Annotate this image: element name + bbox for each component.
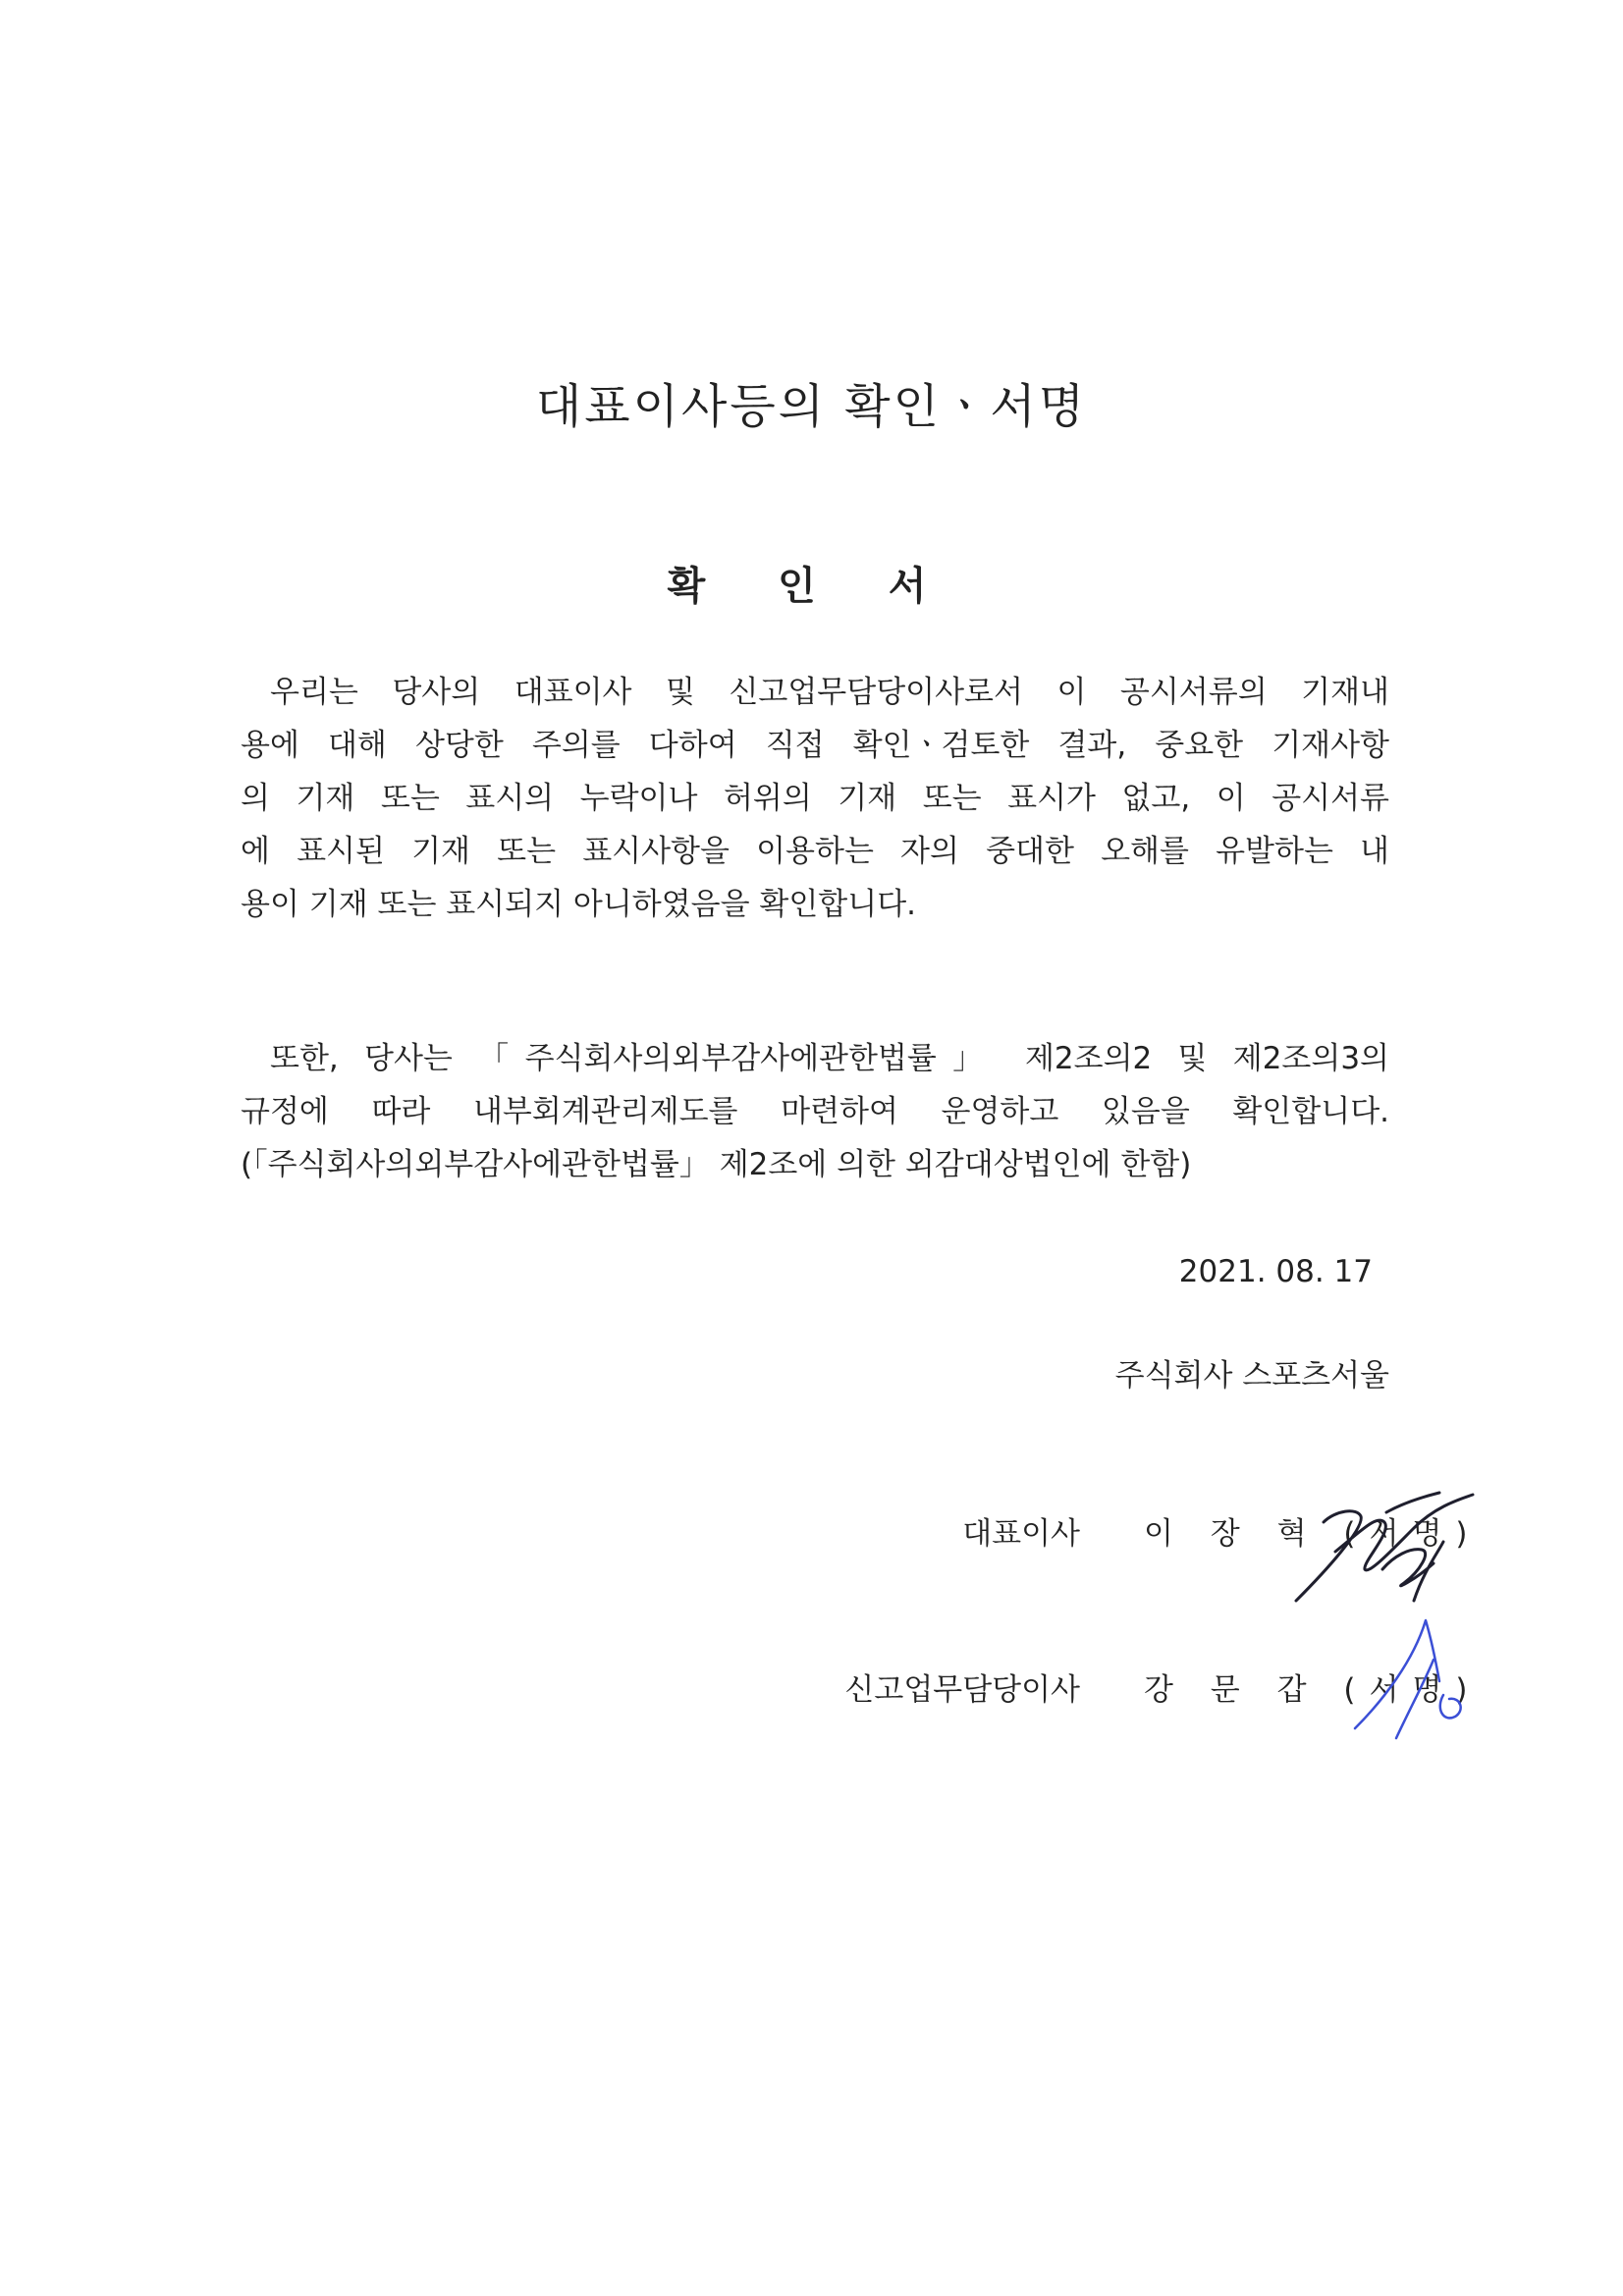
paragraph-line: 에 표시된 기재 또는 표시사항을 이용하는 자의 중대한 오해를 유발하는 내 <box>241 834 1389 869</box>
signatory-name: 이 장 혁 (서명) <box>1144 1516 1482 1552</box>
paragraph-line: 용이 기재 또는 표시되지 아니하였음을 확인합니다. <box>241 887 916 922</box>
internal-control-paragraph <box>241 1032 1389 1191</box>
signatory-role: 대표이사 <box>962 1516 1080 1552</box>
handwritten-signature-disclosure-officer <box>1335 1601 1561 1797</box>
document-title: 대표이사등의 확인ㆍ서명 <box>535 379 1088 434</box>
signatory-name: 강 문 갑 (서명) <box>1144 1672 1482 1708</box>
paragraph-line: 규정에 따라 내부회계관리제도를 마련하여 운영하고 있음을 확인합니다. <box>241 1094 1389 1129</box>
company-name: 주식회사 스포츠서울 <box>1114 1358 1389 1394</box>
paragraph-line: 우리는 당사의 대표이사 및 신고업무담당이사로서 이 공시서류의 기재내 <box>270 675 1389 710</box>
confirmation-paragraph <box>241 666 1389 931</box>
signature-stroke <box>1355 1620 1461 1738</box>
confirmation-heading: 확 인 서 <box>667 564 956 609</box>
paragraph-line: (「주식회사의외부감사에관한법률」 제2조에 의한 외감대상법인에 한함) <box>241 1147 1192 1182</box>
paragraph-line: 의 기재 또는 표시의 누락이나 허위의 기재 또는 표시가 없고, 이 공시서류 <box>241 781 1389 816</box>
paragraph-line: 용에 대해 상당한 주의를 다하여 직접 확인ㆍ검토한 결과, 중요한 기재사항 <box>241 728 1389 763</box>
signatory-role: 신고업무담당이사 <box>844 1672 1080 1708</box>
signature-stroke <box>1296 1493 1473 1601</box>
document-date: 2021. 08. 17 <box>1178 1254 1373 1289</box>
paragraph-line: 또한, 당사는 「주식회사의외부감사에관한법률」 제2조의2 및 제2조의3의 <box>270 1041 1389 1076</box>
